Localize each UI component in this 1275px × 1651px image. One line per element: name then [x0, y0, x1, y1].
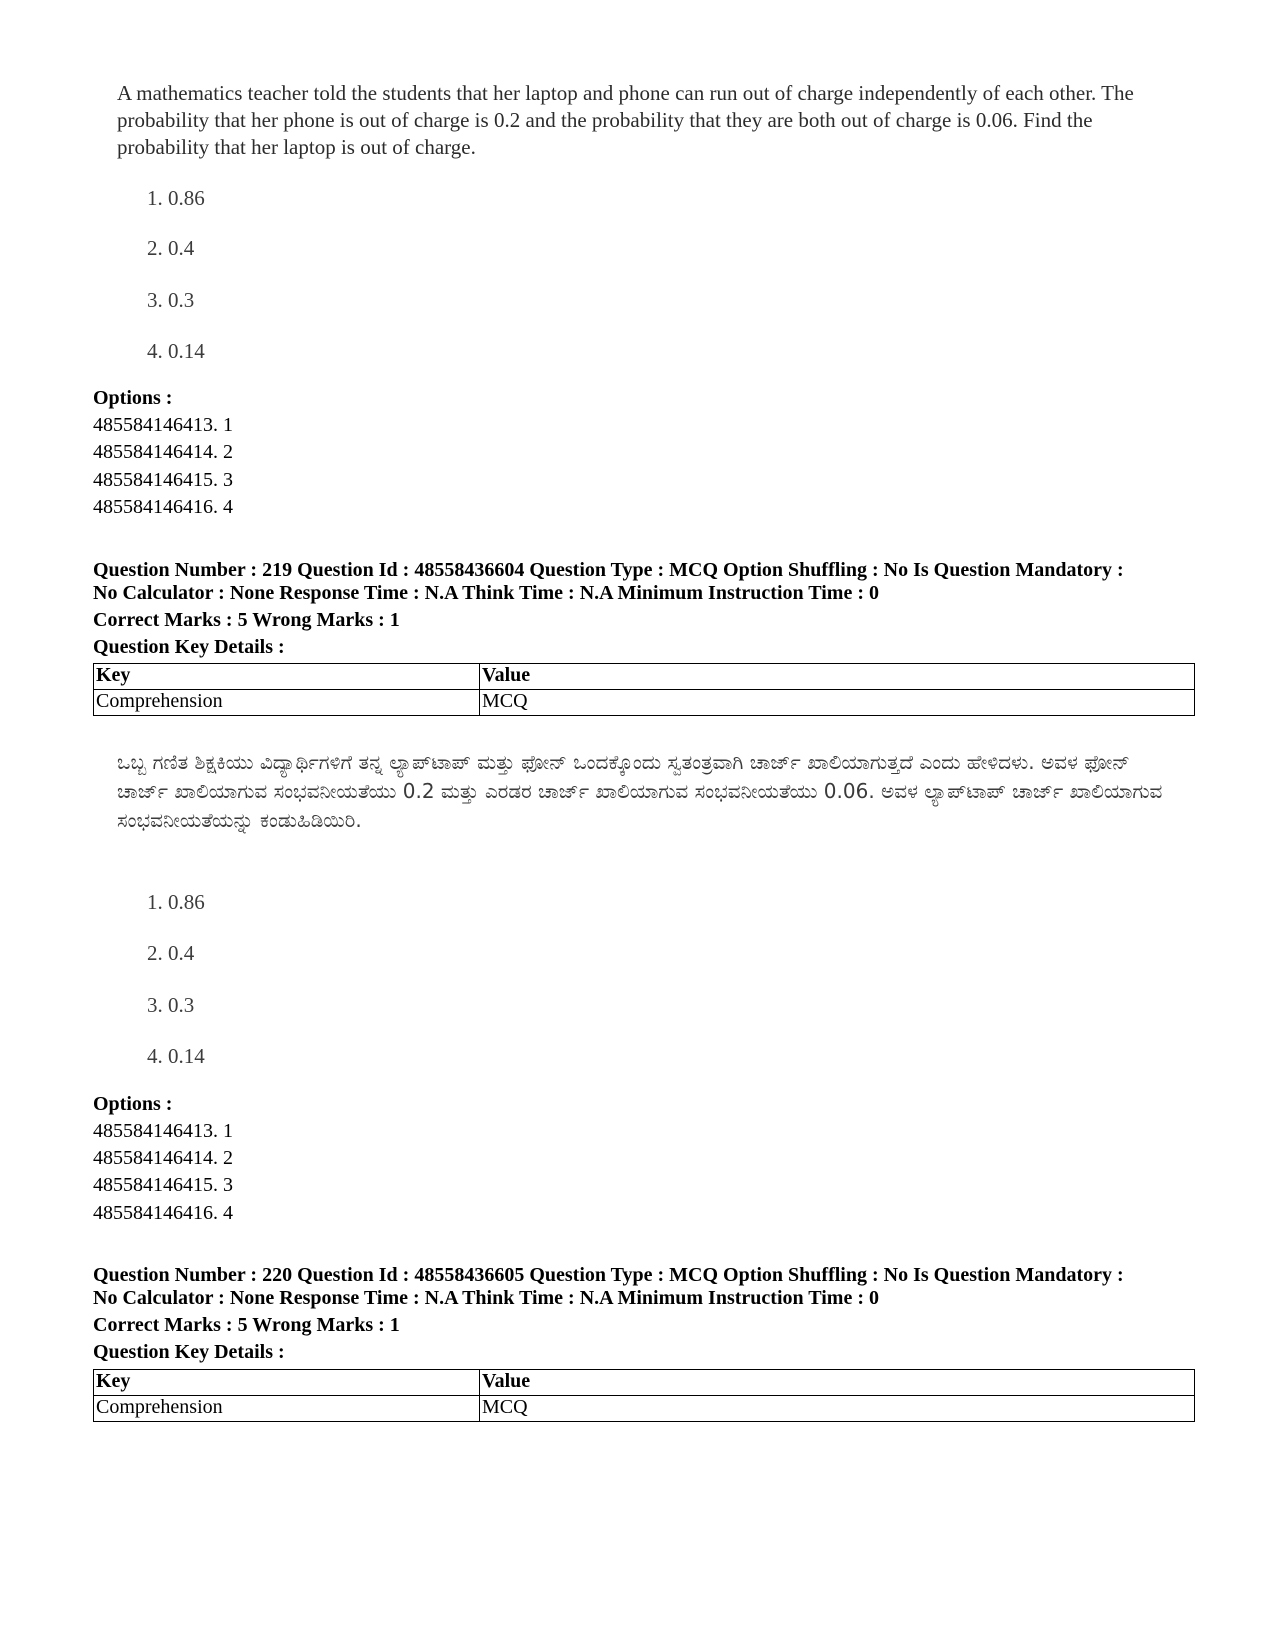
- question-text-english: A mathematics teacher told the students that her laptop and phone can run out of charge independently of each other. The probability that her phone is out of charge is 0.2 and the probability that they are both out of charge is 0.06. Find the probability that her laptop is out of charge.: [117, 81, 1134, 159]
- choice-1: 1. 0.86: [147, 890, 205, 914]
- options-label: Options :: [93, 1093, 173, 1115]
- key-details-label: Question Key Details :: [93, 636, 285, 658]
- cell-value: MCQ: [480, 690, 1195, 716]
- options-label: Options :: [93, 387, 173, 409]
- table-header-row: [94, 664, 1195, 690]
- choice-3: 3. 0.3: [147, 288, 195, 312]
- option-id-4: 485584146416. 4: [93, 1202, 233, 1224]
- option-id-1: 485584146413. 1: [93, 414, 233, 436]
- header-value: Value: [480, 1370, 1195, 1396]
- header-key: Key: [94, 664, 480, 690]
- table-row: [94, 690, 1195, 716]
- meta-line-1: Question Number : 219 Question Id : 48558436604 Question Type : MCQ Option Shuffling : No Is Question Mandatory :: [93, 559, 1124, 581]
- cell-value: MCQ: [480, 1396, 1195, 1422]
- marks-line: Correct Marks : 5 Wrong Marks : 1: [93, 1314, 400, 1336]
- option-id-2: 485584146414. 2: [93, 1147, 233, 1169]
- choice-3: 3. 0.3: [147, 993, 195, 1017]
- question-meta-220: [93, 1264, 1213, 1310]
- meta-line-2: No Calculator : None Response Time : N.A Think Time : N.A Minimum Instruction Time : 0: [93, 582, 879, 604]
- key-details-table: [93, 1369, 1195, 1422]
- header-key: Key: [94, 1370, 480, 1396]
- cell-key: Comprehension: [94, 1396, 480, 1422]
- key-details-table: [93, 663, 1195, 716]
- key-details-label: Question Key Details :: [93, 1341, 285, 1363]
- choice-2: 2. 0.4: [147, 236, 195, 260]
- option-id-3: 485584146415. 3: [93, 1174, 233, 1196]
- header-value: Value: [480, 664, 1195, 690]
- cell-key: Comprehension: [94, 690, 480, 716]
- question-meta-219: [93, 559, 1213, 605]
- table-header-row: [94, 1370, 1195, 1396]
- option-id-4: 485584146416. 4: [93, 496, 233, 518]
- choice-4: 4. 0.14: [147, 339, 205, 363]
- option-id-1: 485584146413. 1: [93, 1120, 233, 1142]
- choice-4: 4. 0.14: [147, 1044, 205, 1068]
- question-text-kannada: ಒಬ್ಬ ಗಣಿತ ಶಿಕ್ಷಕಿಯು ವಿದ್ಯಾರ್ಥಿಗಳಿಗೆ ತನ್ನ ಲ್ಯಾಪ್‌ಟಾಪ್ ಮತ್ತು ಫೋನ್ ಒಂದಕ್ಕೊಂದು ಸ್ವತಂತ್ರವಾಗಿ ಚಾರ್ಜ್ ಖಾಲಿಯಾಗುತ್ತದೆ ಎಂದು ಹೇಳಿದಳು. ಅವಳ ಫೋನ್ ಚಾರ್ಜ್ ಖಾಲಿಯಾಗುವ ಸಂಭವನೀಯತೆಯು 0.2 ಮತ್ತು ಎರಡರ ಚಾರ್ಜ್ ಖಾಲಿಯಾಗುವ ಸಂಭವನೀಯತೆಯು 0.06. ಅವಳ ಲ್ಯಾಪ್‌ಟಾಪ್ ಚಾರ್ಜ್ ಖಾಲಿಯಾಗುವ ಸಂಭವನೀಯತೆಯನ್ನು ಕಂಡುಹಿಡಿಯಿರಿ.: [117, 750, 1163, 832]
- meta-line-2: No Calculator : None Response Time : N.A Think Time : N.A Minimum Instruction Time : 0: [93, 1287, 879, 1309]
- meta-line-1: Question Number : 220 Question Id : 48558436605 Question Type : MCQ Option Shuffling : No Is Question Mandatory :: [93, 1264, 1124, 1286]
- table-row: [94, 1396, 1195, 1422]
- option-id-2: 485584146414. 2: [93, 441, 233, 463]
- marks-line: Correct Marks : 5 Wrong Marks : 1: [93, 609, 400, 631]
- option-id-3: 485584146415. 3: [93, 469, 233, 491]
- choice-1: 1. 0.86: [147, 186, 205, 210]
- choice-2: 2. 0.4: [147, 941, 195, 965]
